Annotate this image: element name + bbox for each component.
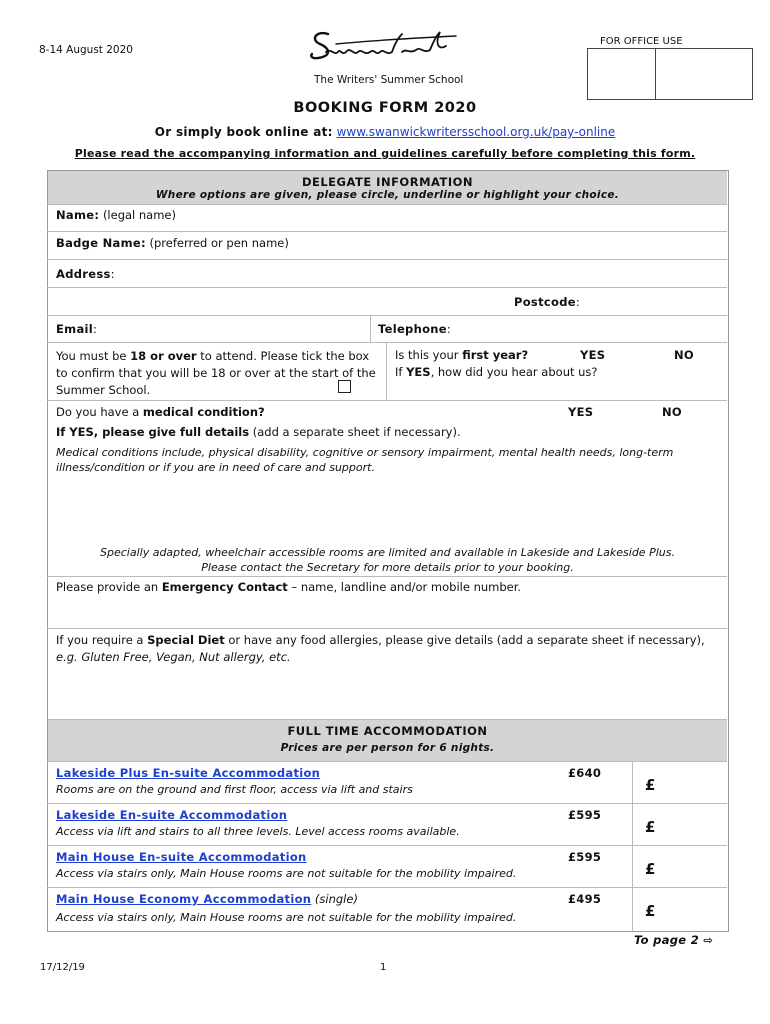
accommodation-desc: Rooms are on the ground and first floor, access via lift and stairs — [56, 783, 413, 796]
first-year-question — [395, 348, 528, 362]
address-field[interactable] — [56, 267, 115, 281]
accommodation-price: £640 — [568, 766, 602, 780]
delegate-subheading: Where options are given, please circle, underline or highlight your choice. — [155, 189, 620, 201]
address-colon: : — [110, 267, 115, 281]
delegate-heading: DELEGATE INFORMATION — [301, 175, 474, 189]
footer-date: 17/12/19 — [40, 962, 85, 973]
postcode-colon: : — [575, 295, 580, 309]
age-text-1: You must be — [56, 349, 131, 363]
medical-bold: medical condition? — [142, 405, 265, 419]
amount-field-lakeside[interactable]: £ — [645, 818, 656, 836]
name-field[interactable] — [56, 208, 176, 222]
medical-details-area[interactable] — [56, 476, 716, 540]
badge-hint: (preferred or pen name) — [149, 236, 289, 250]
amount-field-lakeside-plus[interactable]: £ — [645, 776, 656, 794]
diet-prefix: If you require a — [56, 633, 148, 647]
medical-prefix: Do you have a — [56, 405, 143, 419]
age-bold: 18 or over — [130, 349, 197, 363]
accommodation-extra: (single) — [311, 892, 358, 906]
online-booking-link[interactable]: www.swanwickwritersschool.org.uk/pay-online — [336, 125, 616, 139]
online-prefix: Or simply book online at: — [154, 125, 333, 139]
first-year-no[interactable]: NO — [674, 348, 695, 362]
email-field[interactable] — [56, 322, 97, 336]
diet-examples: e.g. Gluten Free, Vegan, Nut allergy, etc. — [56, 650, 291, 664]
accommodation-item — [56, 892, 358, 906]
hear-bold: YES — [406, 365, 431, 379]
first-year-yes[interactable]: YES — [580, 348, 606, 362]
accommodation-link[interactable]: Main House En-suite Accommodation — [56, 850, 307, 864]
medical-question — [56, 405, 265, 419]
age-confirmation-text — [56, 348, 378, 399]
accommodation-desc: Access via lift and stairs to all three levels. Level access rooms available. — [56, 825, 460, 838]
accommodation-price: £595 — [568, 850, 602, 864]
accommodation-link[interactable]: Lakeside Plus En-suite Accommodation — [56, 766, 321, 780]
next-page-note: To page 2 ⇨ — [634, 933, 714, 947]
email-label: Email — [56, 322, 93, 336]
emergency-contact-field[interactable] — [56, 580, 521, 594]
medical-yes[interactable]: YES — [568, 405, 594, 419]
accommodation-item — [56, 808, 287, 822]
first-year-prefix: Is this your — [395, 348, 463, 362]
swanwick-logo — [306, 26, 466, 96]
accommodation-heading: FULL TIME ACCOMMODATION — [287, 724, 488, 738]
medical-details-rest: (add a separate sheet if necessary). — [249, 425, 461, 439]
event-dates: 8-14 August 2020 — [39, 44, 133, 56]
badge-name-field[interactable] — [56, 236, 289, 250]
office-use-box — [587, 48, 753, 100]
telephone-label: Telephone — [378, 322, 447, 336]
hear-rest: , how did you hear about us? — [430, 365, 598, 379]
address-label: Address — [56, 267, 111, 281]
delegate-header — [48, 171, 727, 204]
medical-no[interactable]: NO — [662, 405, 683, 419]
wheelchair-note-1: Specially adapted, wheelchair accessible rooms are limited and available in Lakeside and Lakeside Plus. — [100, 546, 675, 559]
name-hint: (legal name) — [102, 208, 176, 222]
emergency-rest: – name, landline and/or mobile number. — [287, 580, 522, 594]
accommodation-item — [56, 850, 307, 864]
email-colon: : — [92, 322, 97, 336]
accommodation-desc: Access via stairs only, Main House rooms are not suitable for the mobility impaired. — [56, 867, 517, 880]
office-use-label: FOR OFFICE USE — [600, 36, 683, 47]
online-booking-line — [0, 125, 770, 139]
medical-details-bold: If YES, please give full details — [56, 425, 250, 439]
age-confirm-checkbox[interactable] — [338, 380, 351, 393]
badge-label: Badge Name: — [56, 236, 146, 250]
diet-rest: or have any food allergies, please give details (add a separate sheet if necessary), — [224, 633, 705, 647]
accommodation-subheading: Prices are per person for 6 nights. — [280, 742, 495, 754]
accommodation-link[interactable]: Main House Economy Accommodation — [56, 892, 312, 906]
wheelchair-note-2: Please contact the Secretary for more details prior to your booking. — [201, 561, 574, 574]
diet-bold: Special Diet — [147, 633, 225, 647]
guidelines-note: Please read the accompanying information and guidelines carefully before completing this form. — [74, 147, 696, 160]
telephone-colon: : — [446, 322, 451, 336]
accommodation-desc: Access via stairs only, Main House rooms are not suitable for the mobility impaired. — [56, 911, 517, 924]
postcode-field[interactable] — [514, 295, 580, 309]
form-title: BOOKING FORM 2020 — [293, 100, 477, 116]
amount-field-main-house-economy[interactable]: £ — [645, 902, 656, 920]
medical-details-instruction — [56, 425, 461, 439]
accommodation-link[interactable]: Lakeside En-suite Accommodation — [56, 808, 288, 822]
amount-field-main-house-ensuite[interactable]: £ — [645, 860, 656, 878]
first-year-bold: first year? — [462, 348, 529, 362]
telephone-field[interactable] — [378, 322, 451, 336]
special-diet-field[interactable] — [56, 632, 716, 666]
medical-description: Medical conditions include, physical disability, cognitive or sensory impairment, mental health needs, long-term illness/condition or if you are in need of care and support. — [56, 446, 674, 474]
age-text-2: to attend. Please tick the box to confirm that you will be 18 or over at the start of the Summer School. — [56, 349, 376, 397]
name-label: Name: — [56, 208, 100, 222]
hear-prefix: If — [395, 365, 407, 379]
accommodation-header — [48, 719, 727, 762]
accommodation-item — [56, 766, 320, 780]
hear-about-us-field[interactable] — [395, 365, 598, 379]
emergency-bold: Emergency Contact — [161, 580, 288, 594]
page-number: 1 — [380, 962, 387, 973]
emergency-prefix: Please provide an — [56, 580, 162, 594]
logo-subtitle: The Writers' Summer School — [314, 74, 464, 86]
accommodation-price: £495 — [568, 892, 602, 906]
postcode-label: Postcode — [514, 295, 576, 309]
accommodation-price: £595 — [568, 808, 602, 822]
